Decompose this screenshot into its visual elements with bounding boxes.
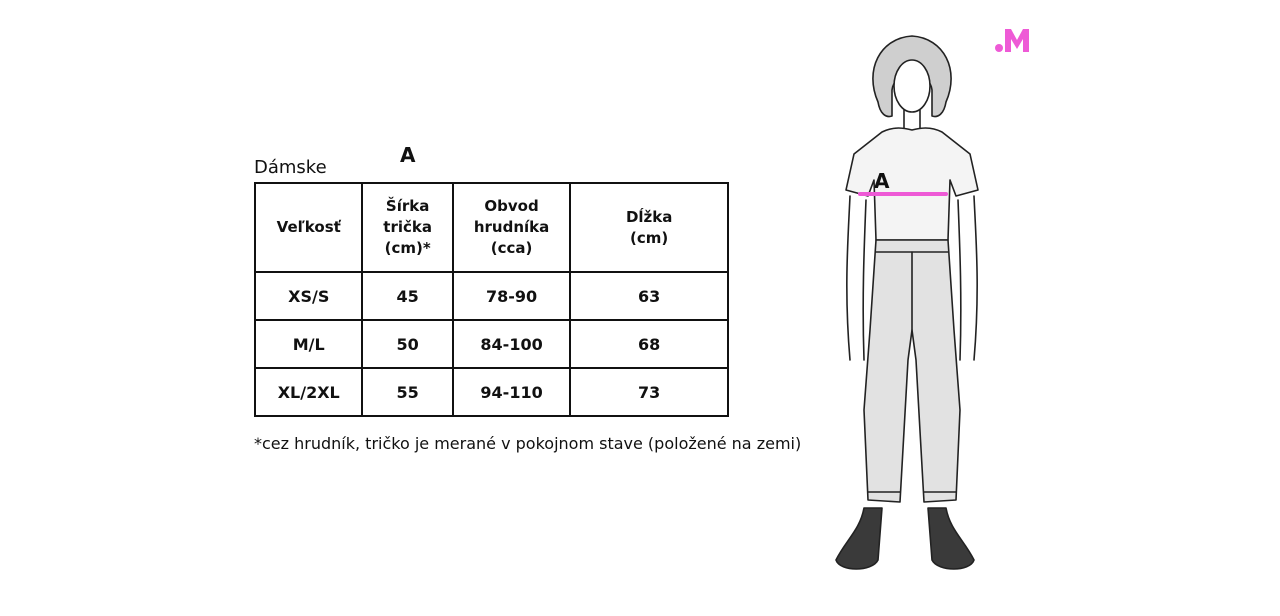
cell-length: 68: [570, 320, 728, 368]
table-row: [255, 368, 728, 416]
header-size: Veľkosť: [255, 183, 362, 272]
cell-size: XS/S: [255, 272, 362, 320]
table-label: Dámske: [254, 157, 327, 178]
header-width-line: trička: [383, 218, 432, 236]
size-table: [254, 182, 729, 417]
footnote: *cez hrudník, tričko je merané v pokojnom stave (položené na zemi): [254, 434, 802, 453]
header-length-line: (cm): [630, 228, 669, 247]
cell-length: 73: [570, 368, 728, 416]
cell-chest: 94-110: [453, 368, 570, 416]
cell-width: 55: [362, 368, 452, 416]
header-length-line: Dĺžka: [625, 207, 673, 226]
header-chest: [453, 183, 570, 272]
table-row: [255, 272, 728, 320]
cell-width: 50: [362, 320, 452, 368]
header-width-line: (cm)*: [384, 239, 431, 257]
table-row: [255, 320, 728, 368]
cell-size: XL/2XL: [255, 368, 362, 416]
header-width: [362, 183, 452, 272]
header-chest-line: Obvod: [484, 197, 539, 215]
header-chest-line: hrudníka: [473, 218, 550, 236]
cell-chest: 84-100: [453, 320, 570, 368]
chest-measure-line: [858, 192, 948, 196]
woman-tshirt-jeans-illustration: [820, 30, 1000, 586]
cell-width: 45: [362, 272, 452, 320]
header-width-line: Šírka: [385, 197, 430, 215]
header-length: [570, 183, 728, 272]
figure-measure-marker: A: [874, 169, 890, 193]
cell-length: 63: [570, 272, 728, 320]
cell-chest: 78-90: [453, 272, 570, 320]
header-chest-line: (cca): [490, 239, 533, 257]
cell-size: M/L: [255, 320, 362, 368]
table-header-row: [255, 183, 728, 272]
column-marker: A: [400, 143, 416, 167]
